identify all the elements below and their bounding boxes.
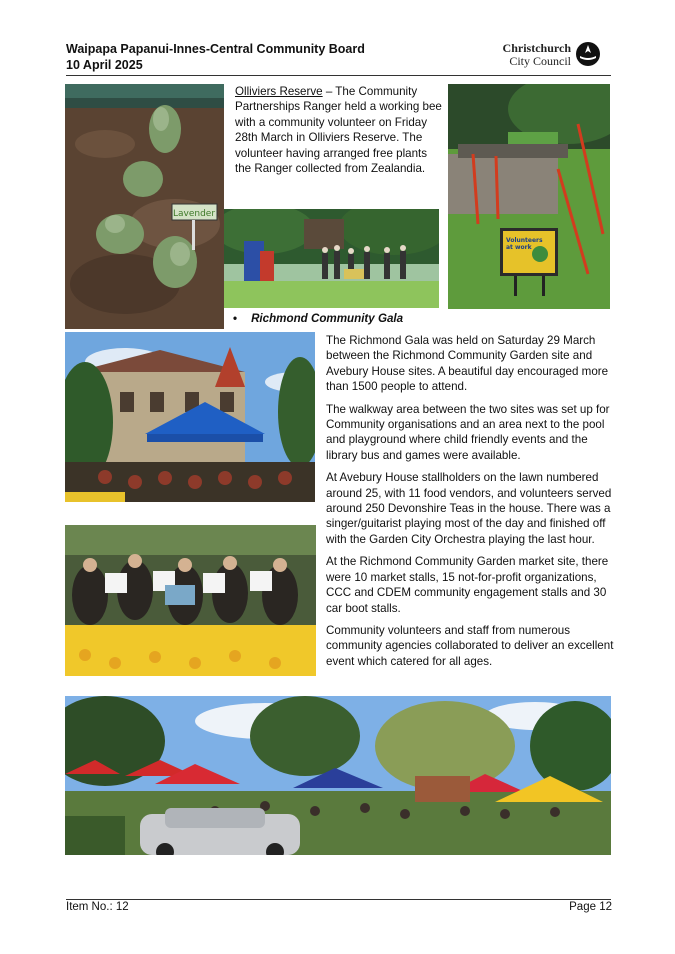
olliviers-reserve-link[interactable]: Olliviers Reserve — [235, 85, 323, 98]
richmond-gala-heading — [233, 309, 533, 327]
logo-line2: City Council — [509, 54, 571, 68]
page-number: Page 12 — [569, 901, 612, 913]
orchestra-photo — [65, 525, 316, 676]
logo-wordmark — [503, 42, 571, 68]
item-number: Item No.: 12 — [66, 901, 129, 913]
council-logo — [497, 41, 605, 69]
richmond-gala-body — [326, 333, 614, 676]
board-title: Waipapa Papanui-Innes-Central Community Board — [66, 42, 365, 56]
market-stalls-photo — [65, 696, 611, 855]
gala-paragraph: Community volunteers and staff from numerous community agencies collaborated to deliver an excellent event which catered for all ages. — [326, 623, 614, 668]
footer-rule — [66, 899, 611, 900]
volunteers-sign-line2: at work — [506, 244, 532, 251]
lavender-sign-label: Lavender — [172, 209, 216, 219]
gala-paragraph: At Avebury House stallholders on the lawn numbered around 25, with 11 food vendors, and volunteers served around 250 Devonshire Teas in the house. There was a singer/guitarist playing most of the day and finished off with the Garden City Orchestra playing the last hour. — [326, 471, 612, 546]
page-header — [66, 41, 365, 73]
gala-paragraph: At the Richmond Community Garden market site, there were 10 market stalls, 15 not-for-profit organizations, CCC and CDEM community engagement stalls and 30 car boot stalls. — [326, 555, 609, 615]
bullet-marker: • — [233, 312, 238, 325]
volunteer-tools-photo — [448, 84, 610, 309]
council-emblem-icon — [575, 41, 601, 67]
header-rule — [66, 75, 611, 76]
meeting-date: 10 April 2025 — [66, 58, 143, 72]
richmond-gala-title: Richmond Community Gala — [251, 312, 404, 325]
olliviers-reserve-text — [235, 84, 443, 176]
olliviers-reserve-body: – The Community Partnerships Ranger held a working bee with a community volunteer on Friday 28th March in Olliviers Reserve. The volunteer having arranged free plants the Ranger collected from Zealandia. — [235, 85, 442, 176]
garden-bed-photo — [65, 84, 224, 329]
gala-paragraph: The Richmond Gala was held on Saturday 29 March between the Richmond Community Garden site and Avebury House sites. A beautiful day encouraged more than 1500 people to attend. — [326, 334, 609, 394]
gala-paragraph: The walkway area between the two sites was set up for Community organisations and an area next to the pool and playground where child friendly events and the library bus and games were available. — [326, 402, 610, 462]
volunteers-sign-line1: Volunteers — [506, 237, 543, 244]
avebury-house-photo — [65, 332, 315, 502]
logo-line1: Christchurch — [502, 41, 571, 55]
playground-volunteers-photo — [224, 209, 439, 308]
